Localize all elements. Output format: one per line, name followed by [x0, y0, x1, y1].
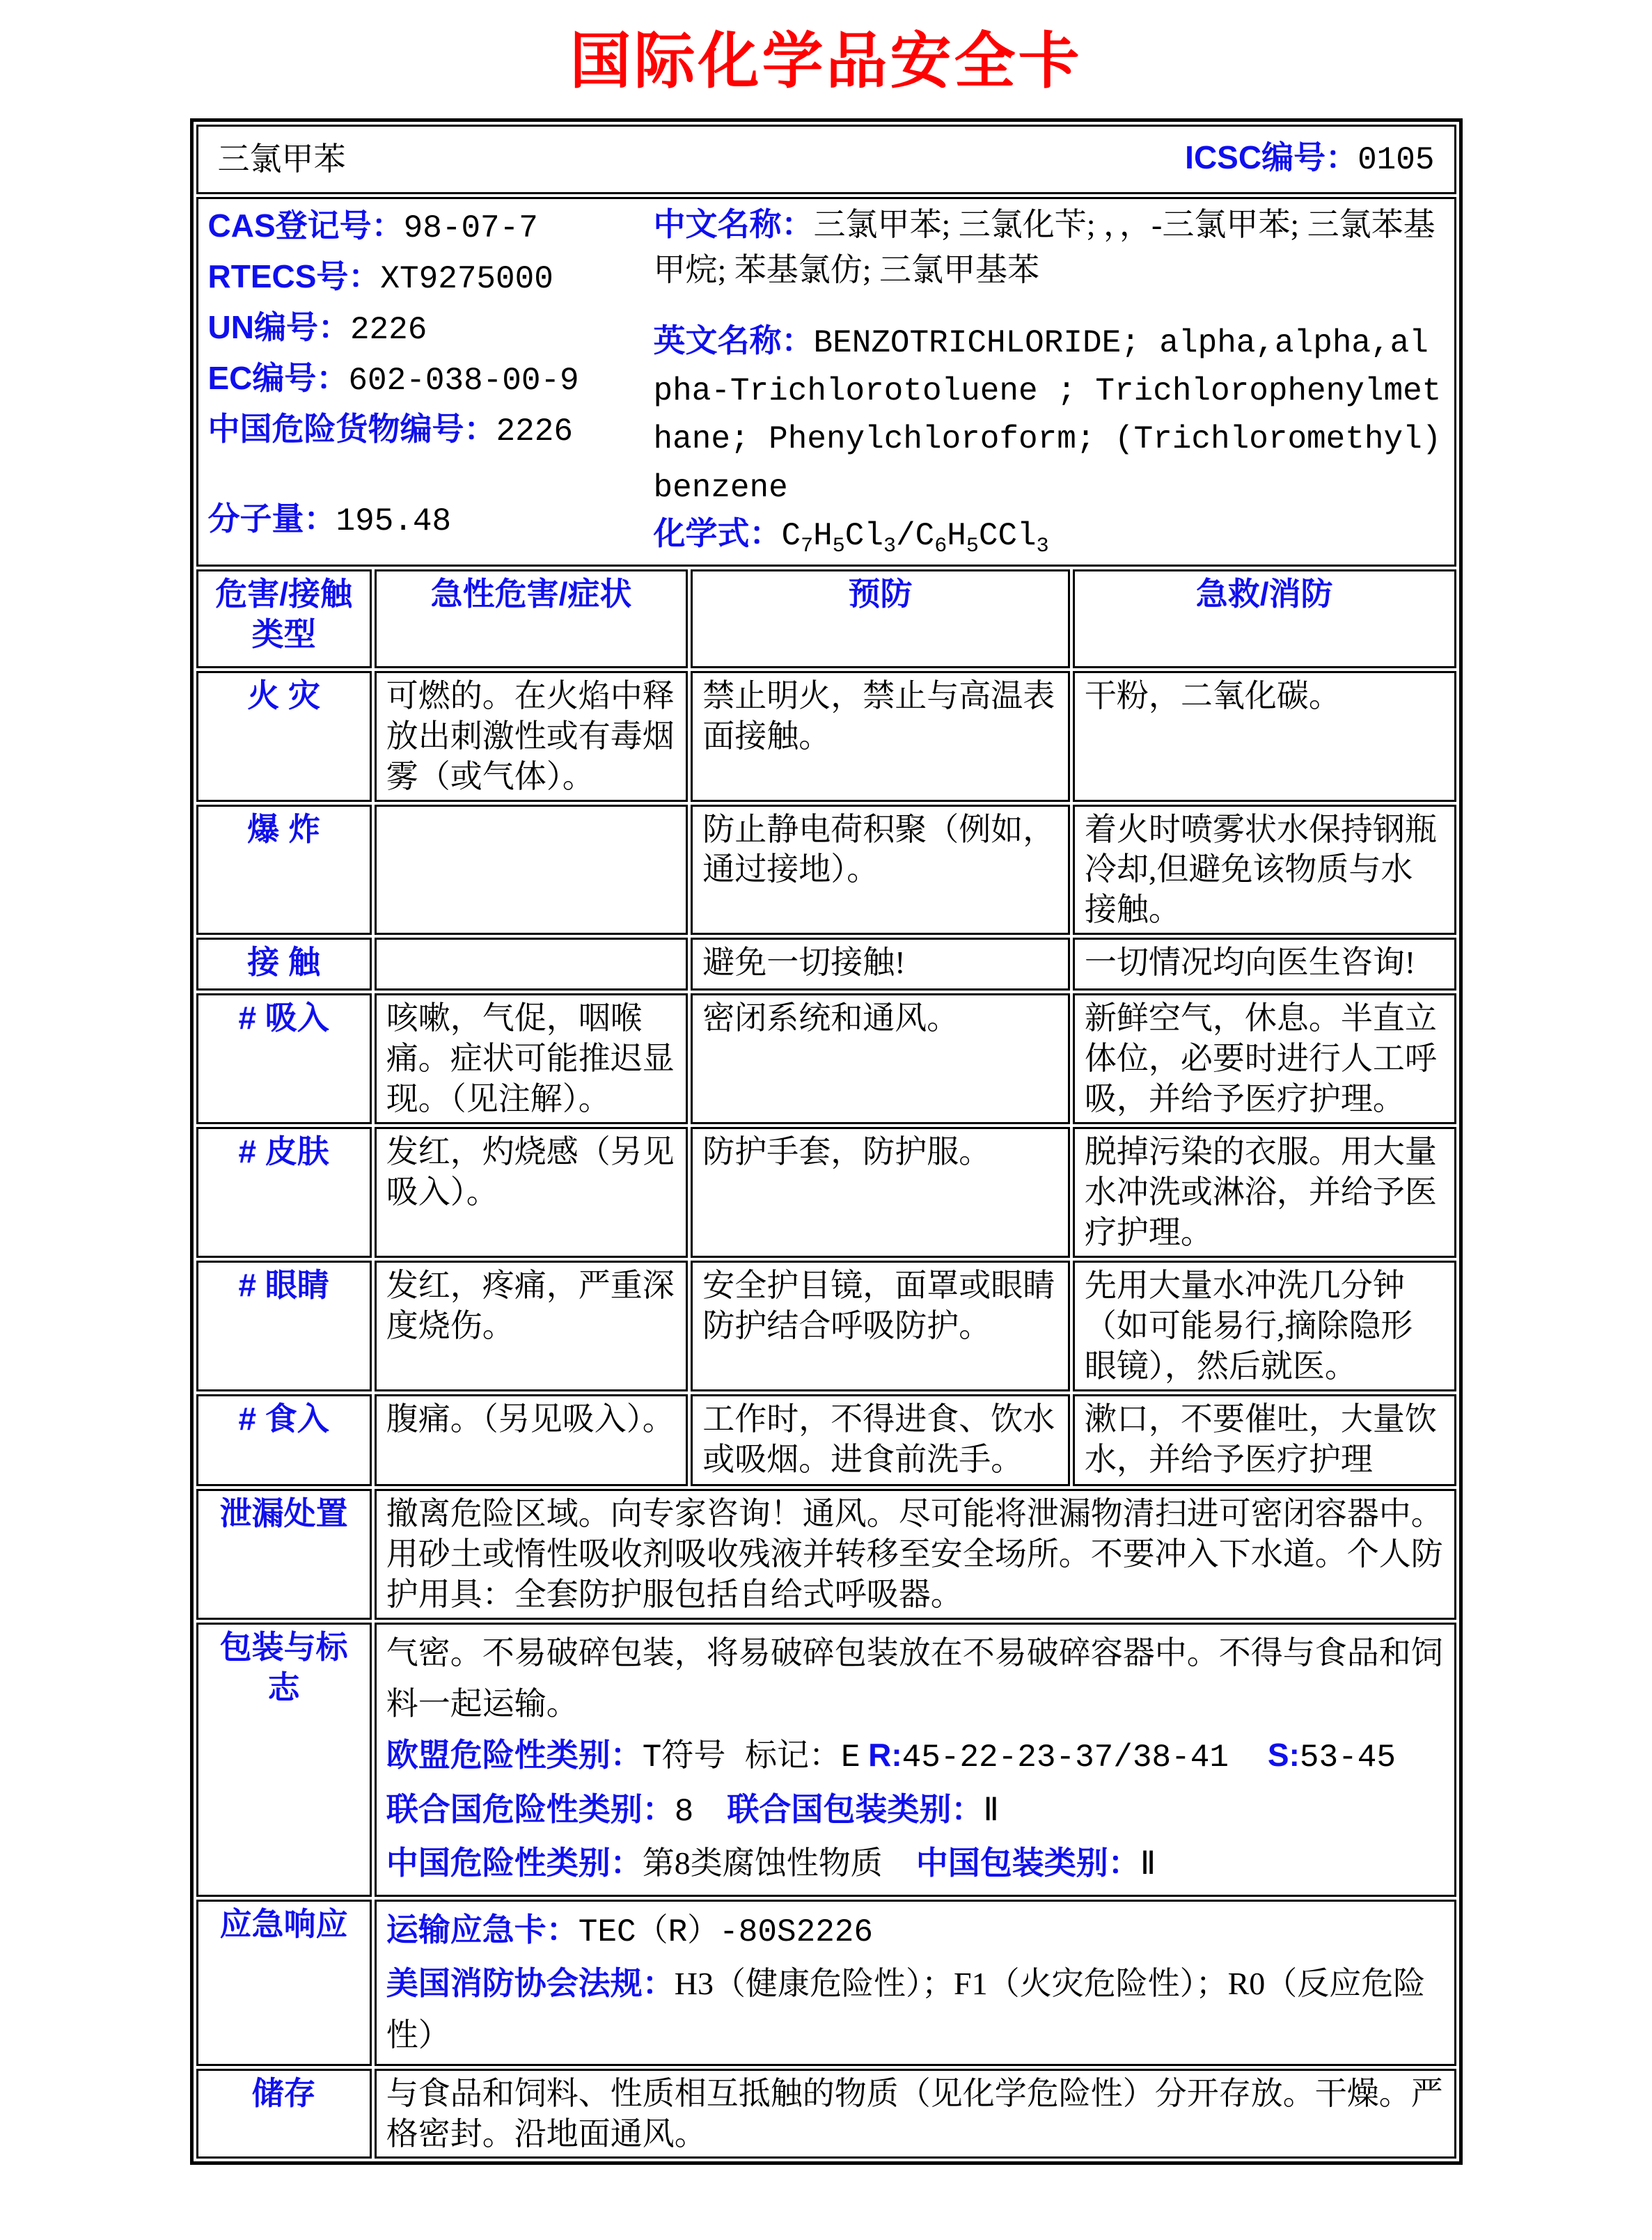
nfpa-line	[386, 1958, 1445, 2060]
row-type-label-explosion: 爆 炸	[196, 805, 372, 936]
emergency-label: 应急响应	[196, 1900, 372, 2066]
ingestion-prevention-cell: 工作时，不得进食、饮水或吸烟。进食前洗手。	[691, 1394, 1070, 1486]
china-dg-label: 中国危险货物编号：	[207, 411, 496, 447]
fire-symptoms-cell: 可燃的。在火焰中释放出刺激性或有毒烟雾（或气体）。	[375, 671, 688, 802]
english-names-label: 英文名称：	[653, 322, 814, 358]
explosion-prevention-cell: 防止静电荷积聚（例如，通过接地）。	[691, 805, 1070, 936]
row-type-label-skin: # 皮肤	[196, 1127, 372, 1258]
packaging-intro: 气密。不易破碎包装，将易破碎包装放在不易破碎容器中。不得与食品和饲料一起运输。	[386, 1634, 1443, 1722]
hazard-header-symptoms: 急性危害/症状	[375, 569, 688, 668]
skin-firstaid-cell: 脱掉污染的衣服。用大量水冲洗或淋浴，并给予医疗护理。	[1073, 1127, 1456, 1258]
cas-label: CAS登记号：	[207, 207, 404, 244]
fire-prevention-cell: 禁止明火，禁止与高温表面接触。	[691, 671, 1070, 802]
skin-prevention-cell: 防护手套，防护服。	[691, 1127, 1070, 1258]
row-type-label-inhalation: # 吸入	[196, 993, 372, 1124]
s-phrase-value: 53-45	[1299, 1740, 1396, 1776]
icsc-number-group	[1185, 138, 1434, 181]
tec-line	[386, 1904, 1445, 1959]
card-header-row	[196, 125, 1456, 194]
exposure-prevention-cell: 避免一切接触!	[691, 938, 1070, 991]
chinese-names-value: 三氯甲苯; 三氯化苄; ，，-三氯甲苯; 三氯苯基甲烷; 苯基氯仿; 三氯甲基苯	[653, 207, 1435, 288]
hazard-header-type: 危害/接触类型	[196, 569, 372, 668]
cn-pack-label: 中国包装类别：	[915, 1845, 1140, 1882]
packaging-un-line	[386, 1784, 1445, 1838]
cn-pack-value: Ⅱ	[1140, 1847, 1156, 1884]
storage-row	[196, 2069, 1456, 2159]
id-item-cas	[208, 202, 654, 253]
id-item-rtecs	[208, 253, 654, 303]
hazard-row-skin	[196, 1127, 1456, 1258]
ingestion-symptoms-cell: 腹痛。（另见吸入）。	[375, 1394, 688, 1486]
row-type-label-ingestion: # 食入	[196, 1394, 372, 1486]
inhalation-prevention-cell: 密闭系统和通风。	[691, 993, 1070, 1124]
english-names-line	[654, 318, 1445, 511]
id-item-china-dg	[208, 405, 654, 456]
name-block	[654, 202, 1445, 562]
page-title: 国际化学品安全卡	[569, 29, 1083, 96]
id-item-ec	[208, 354, 654, 405]
ec-value: 602-038-00-9	[348, 363, 579, 399]
hazard-row-eyes	[196, 1261, 1456, 1391]
eyes-firstaid-cell: 先用大量水冲洗几分钟（如可能易行,摘除隐形眼镜），然后就医。	[1073, 1261, 1456, 1391]
hazard-row-fire	[196, 671, 1456, 802]
english-names-value: BENZOTRICHLORIDE; alpha,alpha,alpha-Trichlorotoluene ; Trichlorophenylmethane; Phenylchloroform; (Trichloromethyl)benzene	[653, 324, 1442, 506]
emergency-cell	[375, 1900, 1456, 2066]
spill-row	[196, 1489, 1456, 1620]
card-header-cell	[196, 125, 1456, 194]
storage-text-cell: 与食品和饲料、性质相互抵触的物质（见化学危险性）分开存放。干燥。严格密封。沿地面通风。	[375, 2069, 1456, 2159]
hazard-header-prevention: 预防	[691, 569, 1070, 668]
rtecs-value: XT9275000	[380, 261, 553, 297]
identifier-list	[208, 202, 654, 562]
cn-class-value: 第8类腐蚀性物质	[642, 1845, 883, 1882]
un-class-value: 8	[674, 1793, 694, 1830]
packaging-cell	[375, 1623, 1456, 1897]
icsc-number-value: 0105	[1358, 142, 1435, 179]
eyes-symptoms-cell: 发红，疼痛，严重深度烧伤。	[375, 1261, 688, 1391]
chinese-names-label: 中文名称：	[653, 206, 814, 242]
icsc-number-label: ICSC编号：	[1185, 139, 1358, 176]
eyes-prevention-cell: 安全护目镜，面罩或眼睛防护结合呼吸防护。	[691, 1261, 1070, 1391]
fire-firstaid-cell: 干粉，二氧化碳。	[1073, 671, 1456, 802]
eu-class-value: T符号 标记：E	[642, 1740, 860, 1776]
icsc-card-table	[190, 118, 1463, 2165]
id-item-un	[208, 303, 654, 354]
un-label: UN编号：	[207, 309, 350, 345]
row-type-label-fire: 火 灾	[196, 671, 372, 802]
ec-label: EC编号：	[207, 360, 349, 396]
r-phrase-label: R:	[868, 1737, 902, 1773]
tec-card-value: TEC（R）-80S2226	[578, 1914, 874, 1950]
exposure-symptoms-cell	[375, 938, 688, 991]
explosion-symptoms-cell	[375, 805, 688, 936]
spill-text-cell: 撤离危险区域。向专家咨询！通风。尽可能将泄漏物清扫进可密闭容器中。用砂土或惰性吸收剂吸收残液并转移至安全场所。不要冲入下水道。个人防护用具：全套防护服包括自给式呼吸器。	[375, 1489, 1456, 1620]
packaging-eu-line	[386, 1730, 1445, 1784]
chemical-name: 三氯甲苯	[217, 141, 346, 178]
hazard-header-row	[196, 569, 1456, 668]
formula-value: $C_7H_5Cl_3/C_6H_5CCl_3$	[781, 517, 1049, 559]
un-pack-value: Ⅱ	[983, 1793, 1000, 1830]
packaging-label: 包装与标志	[196, 1623, 372, 1897]
row-type-label-exposure: 接 触	[196, 938, 372, 991]
un-pack-label: 联合国包装类别：	[727, 1790, 984, 1827]
hazard-row-inhalation	[196, 993, 1456, 1124]
eu-class-label: 欧盟危险性类别：	[386, 1737, 643, 1773]
cas-value: 98-07-7	[403, 210, 538, 246]
hazard-row-exposure	[196, 938, 1456, 991]
s-phrase-label: S:	[1267, 1737, 1300, 1773]
molweight-label: 分子量：	[207, 500, 336, 537]
molweight-value: 195.48	[336, 503, 452, 539]
tec-card-label: 运输应急卡：	[386, 1911, 579, 1948]
emergency-row	[196, 1900, 1456, 2066]
id-item-molweight	[208, 495, 654, 546]
cn-class-label: 中国危险性类别：	[386, 1845, 643, 1882]
r-phrase-value: 45-22-23-37/38-41	[902, 1740, 1229, 1776]
hazard-row-explosion	[196, 805, 1456, 936]
un-value: 2226	[349, 312, 427, 348]
hazard-header-firstaid: 急救/消防	[1073, 569, 1456, 668]
hazard-row-ingestion	[196, 1394, 1456, 1486]
exposure-firstaid-cell: 一切情况均向医生咨询!	[1073, 938, 1456, 991]
skin-symptoms-cell: 发红，灼烧感（另见吸入）。	[375, 1127, 688, 1258]
packaging-row	[196, 1623, 1456, 1897]
identifier-row	[196, 197, 1456, 567]
identifier-cell	[196, 197, 1456, 567]
inhalation-symptoms-cell: 咳嗽，气促，咽喉痛。症状可能推迟显现。（见注解）。	[375, 993, 688, 1124]
rtecs-label: RTECS号：	[207, 258, 381, 294]
inhalation-firstaid-cell: 新鲜空气，休息。半直立体位，必要时进行人工呼吸，并给予医疗护理。	[1073, 993, 1456, 1124]
packaging-cn-line	[386, 1838, 1445, 1892]
china-dg-value: 2226	[496, 413, 573, 450]
row-type-label-eyes: # 眼睛	[196, 1261, 372, 1391]
formula-line	[654, 511, 1445, 562]
explosion-firstaid-cell: 着火时喷雾状水保持钢瓶冷却,但避免该物质与水接触。	[1073, 805, 1456, 936]
formula-label: 化学式：	[653, 514, 782, 551]
ingestion-firstaid-cell: 漱口，不要催吐，大量饮水，并给予医疗护理	[1073, 1394, 1456, 1486]
nfpa-value: H3（健康危险性）；F1（火灾危险性）；R0（反应危险性）	[386, 1966, 1426, 2053]
un-class-label: 联合国危险性类别：	[386, 1790, 675, 1827]
storage-label: 储存	[196, 2069, 372, 2159]
spill-label: 泄漏处置	[196, 1489, 372, 1620]
chinese-names-line	[654, 202, 1445, 293]
nfpa-label: 美国消防协会法规：	[386, 1965, 675, 2002]
